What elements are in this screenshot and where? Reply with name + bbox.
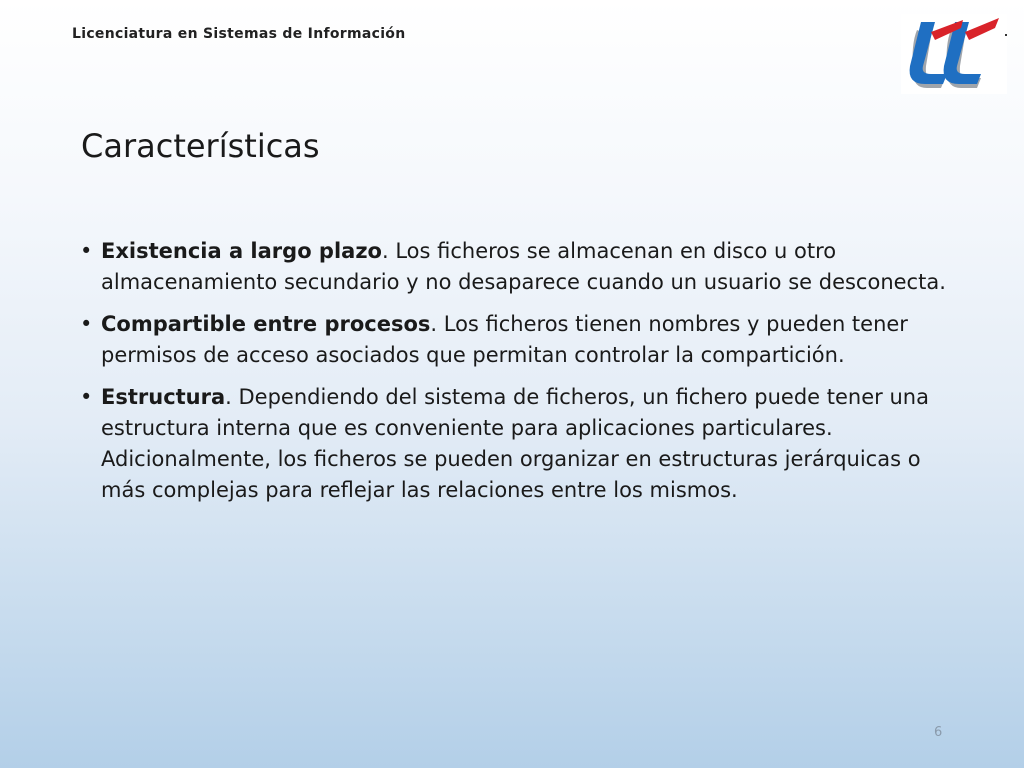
bullet-text: . Los ficheros se almacenan en disco u otro almacenamiento secundario y no desaparece cuando un usuario se desconecta.	[101, 239, 946, 294]
list-item	[80, 382, 950, 506]
bullet-term: Estructura	[101, 385, 226, 409]
bullet-icon: •	[80, 239, 93, 263]
program-header: Licenciatura en Sistemas de Información	[72, 26, 406, 42]
bullet-term: Existencia a largo plazo	[101, 239, 382, 263]
bullet-term: Compartible entre procesos	[101, 312, 431, 336]
bullet-text: . Los ficheros tienen nombres y pueden tener permisos de acceso asociados que permitan controlar la compartición.	[101, 312, 908, 367]
bullet-icon: •	[80, 385, 93, 409]
bullet-icon: •	[80, 312, 93, 336]
list-item	[80, 236, 950, 298]
university-logo	[901, 14, 1007, 94]
bullet-list	[80, 236, 950, 517]
bullet-text: . Dependiendo del sistema de ficheros, un fichero puede tener una estructura interna que es conveniente para aplicaciones particulares. Adicionalmente, los ficheros se pueden organizar en estructuras jerárquicas o más complejas para reflejar las relaciones entre los mismos.	[101, 385, 929, 502]
university-logo-icon	[901, 14, 1007, 94]
page-number: 6	[934, 725, 943, 740]
list-item	[80, 309, 950, 371]
slide-title: Características	[81, 127, 320, 165]
logo-mark-dot	[1005, 34, 1007, 36]
